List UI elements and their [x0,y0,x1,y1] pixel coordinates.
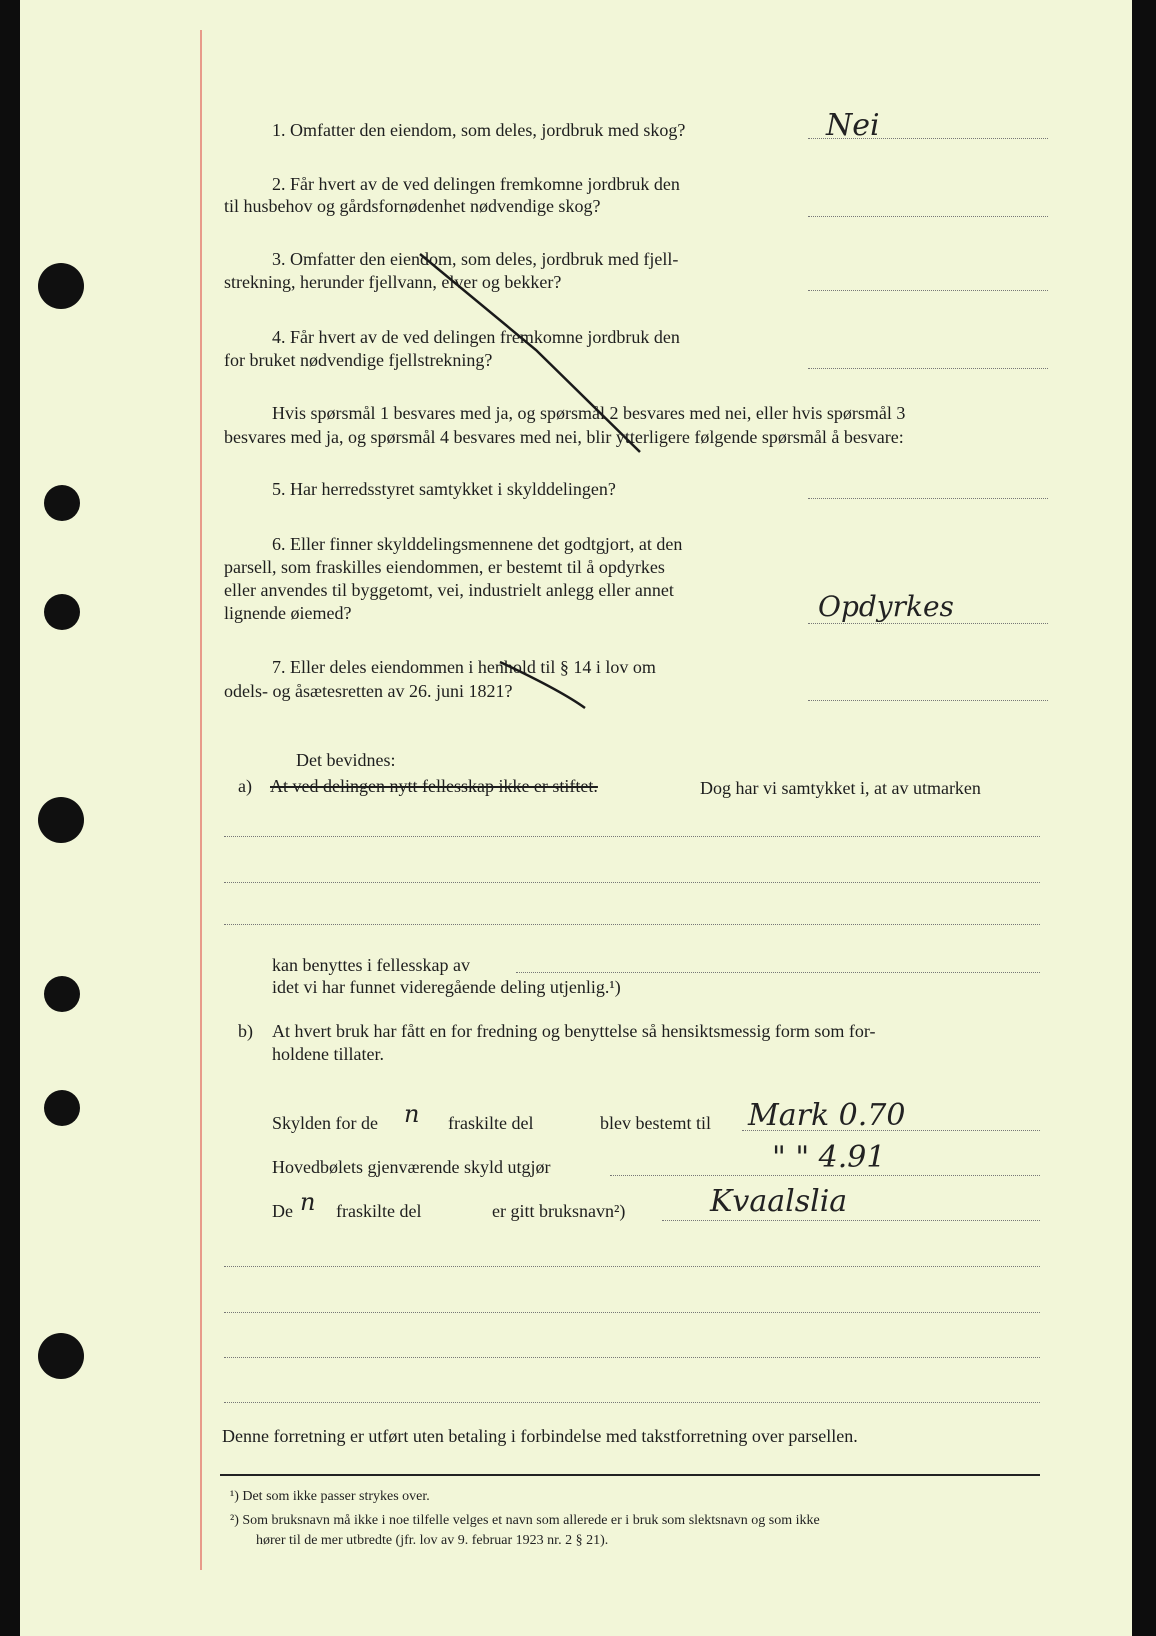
attest-heading: Det bevidnes: [296,750,396,770]
item-a-text: Dog har vi samtykket i, at av utmarken [700,778,981,798]
skyld-line3-b: fraskilte del [336,1201,422,1221]
skyld-line2: Hovedbølets gjenværende skyld utgjør [272,1157,551,1177]
short-strike-line [500,662,585,708]
skyld-line3-c: er gitt bruksnavn²) [492,1201,626,1221]
question-3-line2: strekning, herunder fjellvann, elver og bekker? [224,272,562,292]
question-6-line4: lignende øiemed? [224,603,352,623]
question-4-line1: 4. Får hvert av de ved delingen fremkomne jordbruk den [272,327,680,347]
skyld-line1-c: blev bestemt til [600,1113,711,1133]
question-7-line1: 7. Eller deles eiendommen i henhold til § 14 i lov om [272,657,656,677]
item-b-line1: At hvert bruk har fått en for fredning og benyttelse så hensiktsmessig form som for- [272,1021,876,1041]
skyld-line3-hw: n [300,1188,316,1216]
skyld-line1-hw: n [404,1100,420,1128]
question-7-line2: odels- og åsætesretten av 26. juni 1821? [224,681,513,701]
question-2-line1: 2. Får hvert av de ved delingen fremkomne jordbruk den [272,174,680,194]
question-6-answer: Opdyrkes [818,590,954,623]
bruksnavn-value: Kvaalslia [710,1184,848,1219]
condition-line2: besvares med ja, og spørsmål 4 besvares med nei, blir ytterligere følgende spørsmål å besvare: [224,427,904,447]
question-1-answer: Nei [826,108,880,143]
item-b-label: b) [238,1021,253,1041]
question-1: 1. Omfatter den eiendom, som deles, jordbruk med skog? [272,120,686,140]
remaining-skyld-value: " " 4.91 [772,1140,886,1175]
closing-statement: Denne forretning er utført uten betaling i forbindelse med takstforretning over parsellen. [222,1426,858,1446]
question-3-line1: 3. Omfatter den eiendom, som deles, jordbruk med fjell- [272,249,679,269]
question-4-line2: for bruket nødvendige fjellstrekning? [224,350,493,370]
question-5: 5. Har herredsstyret samtykket i skylddelingen? [272,479,616,499]
skyld-value: Mark 0.70 [748,1098,906,1133]
footnote-2-line1: ²) Som bruksnavn må ikke i noe tilfelle velges et navn som allerede er i bruk som slektsnavn og som ikke [230,1513,820,1528]
skyld-line3-a: De [272,1201,293,1221]
skyld-line1-b: fraskilte del [448,1113,534,1133]
footnote-2-line2: hører til de mer utbredte (jfr. lov av 9. februar 1923 nr. 2 § 21). [256,1533,609,1548]
question-2-line2: til husbehov og gårdsfornødenhet nødvendige skog? [224,196,601,216]
question-6-line2: parsell, som fraskilles eiendommen, er bestemt til å opdyrkes [224,557,665,577]
common-use-line1: kan benyttes i fellesskap av [272,955,470,975]
question-6-line1: 6. Eller finner skylddelingsmennene det godtgjort, at den [272,534,683,554]
skyld-line1-a: Skylden for de [272,1113,378,1133]
item-a-label: a) [238,776,252,796]
common-use-line2: idet vi har funnet videregående deling utjenlig.¹) [272,977,621,997]
condition-line1: Hvis spørsmål 1 besvares med ja, og spørsmål 2 besvares med nei, eller hvis spørsmål 3 [272,403,906,423]
footnote-1: ¹) Det som ikke passer strykes over. [230,1489,430,1504]
question-6-line3: eller anvendes til byggetomt, vei, industrielt anlegg eller annet [224,580,674,600]
item-a-struck-text: At ved delingen nytt fellesskap ikke er stiftet. [270,776,598,796]
item-b-line2: holdene tillater. [272,1044,384,1064]
diagonal-strike-line [420,254,640,452]
